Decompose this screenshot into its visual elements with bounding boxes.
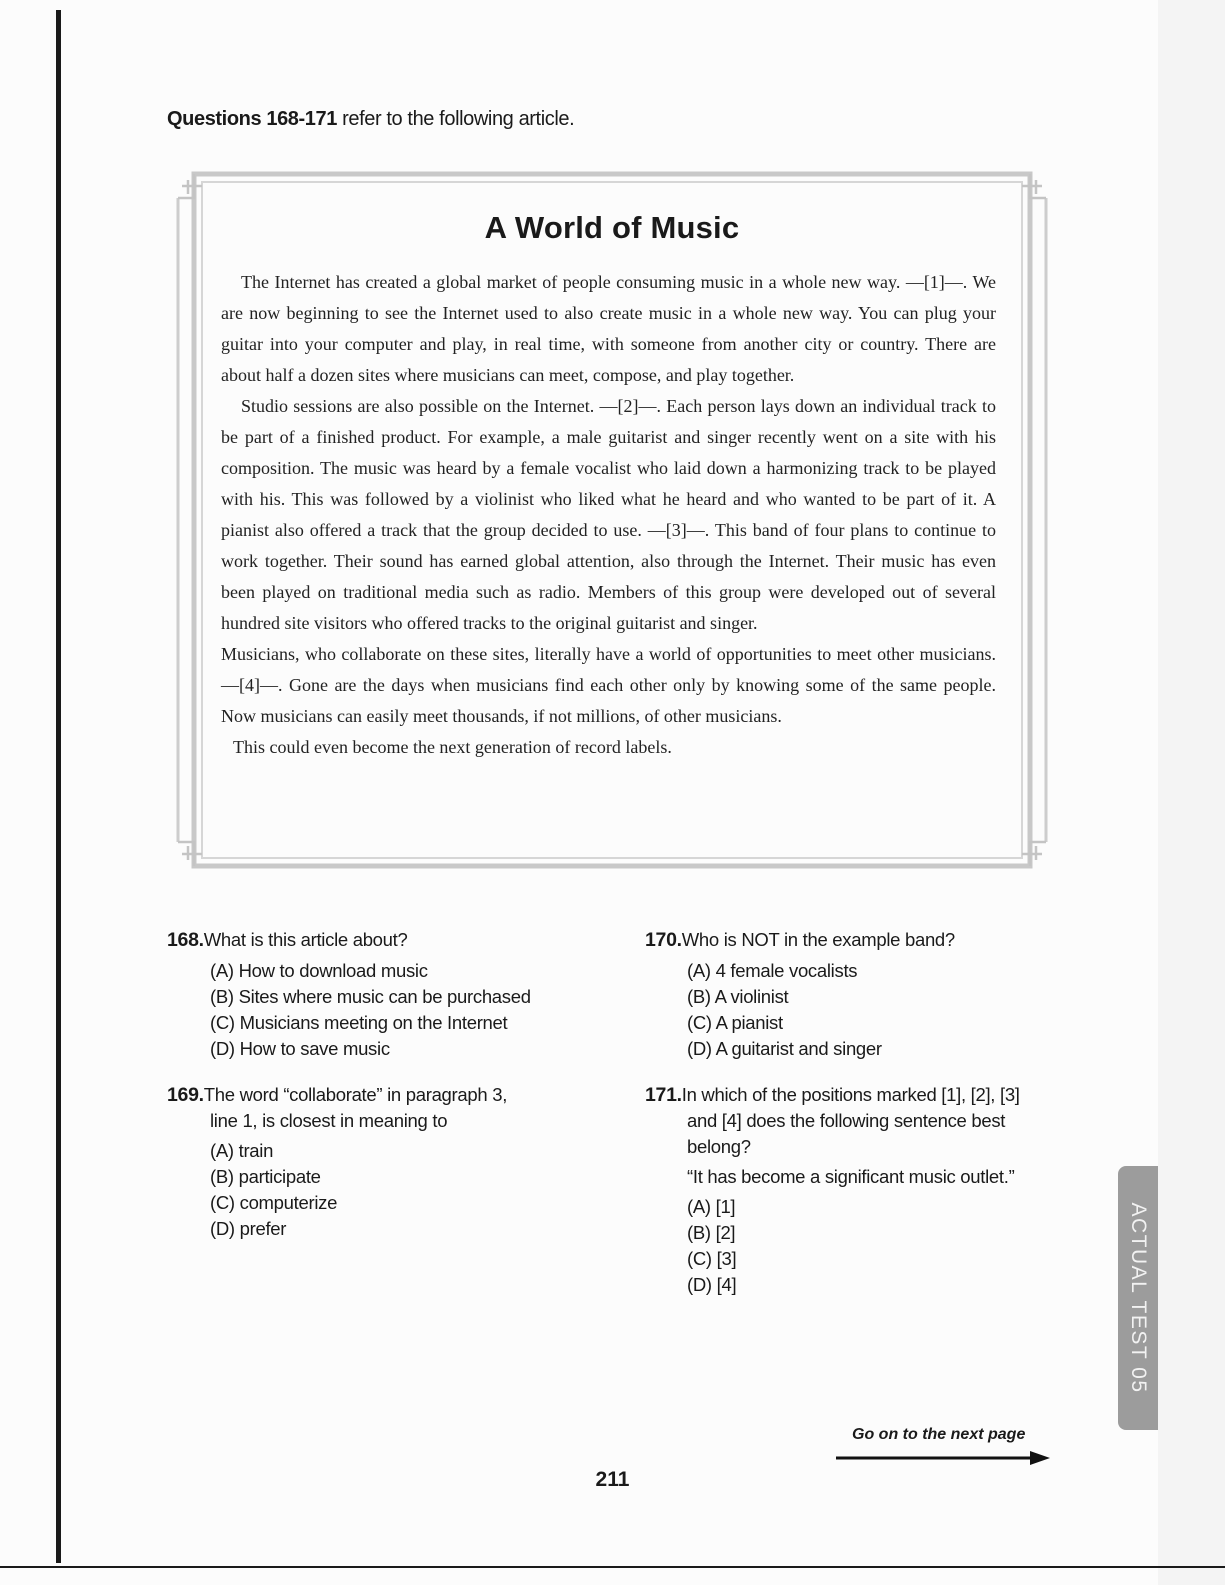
right-arrow-icon bbox=[836, 1451, 1052, 1465]
option-a[interactable]: (A) train bbox=[210, 1140, 274, 1161]
question-stem-line-1: The word “collaborate” in paragraph 3, bbox=[203, 1084, 508, 1105]
question-171 bbox=[645, 1082, 1020, 1190]
question-168-options bbox=[210, 958, 531, 1062]
article-paragraph-1: The Internet has created a global market of people consuming music in a whole new way. —[1]—. We are now beginning to see the Internet used to also create music in a whole new way. You can plug your guitar into your computer and play, in real time, with someone from another city or country. There are about half a dozen sites where musicians can meet, compose, and play together. bbox=[221, 272, 996, 385]
option-d[interactable]: (D) prefer bbox=[210, 1218, 287, 1239]
article-paragraph-4: This could even become the next generation of record labels. bbox=[233, 737, 672, 757]
option-a[interactable]: (A) [1] bbox=[687, 1196, 736, 1217]
article-title: A World of Music bbox=[484, 210, 740, 245]
question-stem: What is this article about? bbox=[203, 929, 408, 950]
question-170 bbox=[645, 929, 955, 952]
page-number: 211 bbox=[595, 1468, 630, 1491]
option-b[interactable]: (B) participate bbox=[210, 1166, 321, 1187]
questions-range: Questions 168-171 bbox=[167, 108, 337, 130]
option-d[interactable]: (D) How to save music bbox=[210, 1038, 390, 1059]
questions-intro bbox=[167, 108, 574, 131]
option-d[interactable]: (D) A guitarist and singer bbox=[687, 1038, 882, 1059]
option-a[interactable]: (A) How to download music bbox=[210, 960, 428, 981]
article-paragraph-3: Musicians, who collaborate on these sites, literally have a world of opportunities to meet other musicians. —[4]—. Gone are the days when musicians find each other only by knowing some of the same people. Now musicians can easily meet thousands, if not millions, of other musicians. bbox=[221, 644, 996, 726]
question-169-options bbox=[210, 1138, 337, 1242]
question-168 bbox=[167, 929, 408, 952]
question-quote: “It has become a significant music outlet.” bbox=[687, 1166, 1015, 1187]
right-margin-shade bbox=[1158, 0, 1225, 1585]
question-169 bbox=[167, 1082, 507, 1134]
article-body bbox=[221, 267, 996, 763]
question-stem-line-3: belong? bbox=[687, 1136, 751, 1157]
question-number: 170. bbox=[645, 929, 682, 951]
question-stem: Who is NOT in the example band? bbox=[681, 929, 955, 950]
bottom-margin-rule bbox=[0, 1566, 1225, 1568]
intro-text: refer to the following article. bbox=[336, 108, 575, 130]
question-number: 171. bbox=[645, 1084, 682, 1106]
question-number: 169. bbox=[167, 1084, 204, 1106]
option-d[interactable]: (D) [4] bbox=[687, 1274, 737, 1295]
option-b[interactable]: (B) Sites where music can be purchased bbox=[210, 986, 531, 1007]
article-paragraph-2: Studio sessions are also possible on the Internet. —[2]—. Each person lays down an individual track to be part of a finished product. For example, a male guitarist and singer recently went on a site with his composition. The music was heard by a female vocalist who laid down a harmonizing track to be played with his. This was followed by a violinist who liked what he heard and who wanted to be part of it. A pianist also offered a track that the group decided to use. —[3]—. This band of four plans to continue to work together. Their sound has earned global attention, also through the Internet. Their music has even been played on traditional media such as radio. Members of this group were developed out of several hundred site visitors who offered tracks to the original guitarist and singer. bbox=[221, 396, 996, 633]
question-stem-line-1: In which of the positions marked [1], [2], [3] bbox=[681, 1084, 1020, 1105]
option-b[interactable]: (B) [2] bbox=[687, 1222, 736, 1243]
next-page-note: Go on to the next page bbox=[852, 1426, 1026, 1443]
option-c[interactable]: (C) computerize bbox=[210, 1192, 338, 1213]
option-c[interactable]: (C) [3] bbox=[687, 1248, 737, 1269]
option-c[interactable]: (C) A pianist bbox=[687, 1012, 783, 1033]
question-number: 168. bbox=[167, 929, 204, 951]
question-stem-line-2: line 1, is closest in meaning to bbox=[210, 1110, 448, 1131]
option-c[interactable]: (C) Musicians meeting on the Internet bbox=[210, 1012, 508, 1033]
question-171-options bbox=[687, 1194, 736, 1298]
section-tab-label: ACTUAL TEST 05 bbox=[1127, 1202, 1150, 1394]
question-170-options bbox=[687, 958, 882, 1062]
left-margin-rule bbox=[56, 10, 61, 1563]
question-stem-line-2: and [4] does the following sentence best bbox=[687, 1110, 1006, 1131]
option-b[interactable]: (B) A violinist bbox=[687, 986, 789, 1007]
option-a[interactable]: (A) 4 female vocalists bbox=[687, 960, 858, 981]
